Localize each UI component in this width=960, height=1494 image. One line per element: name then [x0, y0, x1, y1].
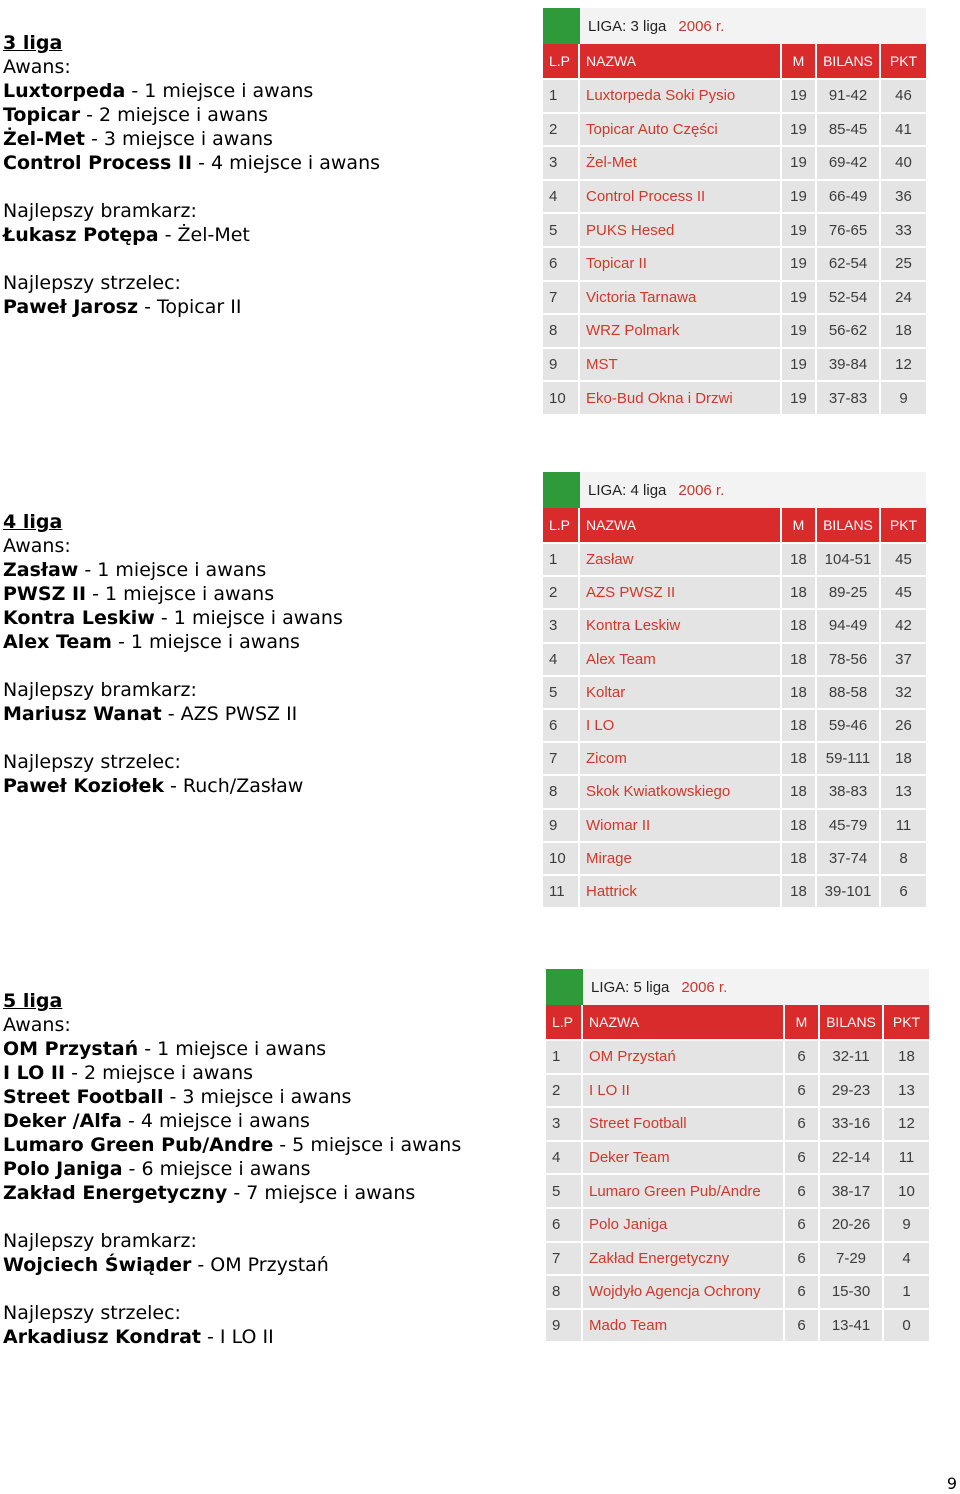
cell-bilans: 88-58: [817, 677, 881, 708]
table-row: [546, 1039, 929, 1073]
team-name: Street Football: [3, 1086, 164, 1108]
cell-nazwa: Zicom: [580, 743, 782, 774]
cell-lp: 8: [546, 1276, 583, 1308]
awans-label: Awans:: [3, 56, 71, 78]
table-header-row: [546, 1005, 929, 1039]
table-title-bar: [543, 472, 926, 508]
header-lp: L.P: [543, 44, 580, 78]
placement-text: - 2 miejsce i awans: [80, 104, 269, 126]
cell-nazwa: Zasław: [580, 544, 782, 575]
cell-nazwa: Topicar Auto Części: [580, 114, 782, 146]
table-row: [543, 280, 926, 314]
header-m: M: [782, 44, 817, 78]
table-row: [543, 874, 926, 907]
strzelec-label: Najlepszy strzelec:: [3, 272, 181, 294]
team-name: Luxtorpeda: [3, 80, 126, 102]
table-row: [543, 675, 926, 708]
strzelec-label: Najlepszy strzelec:: [3, 1302, 181, 1324]
cell-m: 18: [782, 710, 817, 741]
cell-lp: 1: [546, 1041, 583, 1073]
cell-nazwa: Wojdyło Agencja Ochrony: [583, 1276, 785, 1308]
page-number: 9: [946, 1474, 957, 1493]
cell-m: 18: [782, 843, 817, 874]
bramkarz-label: Najlepszy bramkarz:: [3, 200, 197, 222]
awans-entry: [3, 103, 380, 127]
cell-m: 18: [782, 743, 817, 774]
cell-m: 6: [785, 1175, 820, 1207]
cell-nazwa: Hattrick: [580, 876, 782, 907]
cell-m: 18: [782, 776, 817, 807]
table-row: [543, 145, 926, 179]
bramkarz-label: Najlepszy bramkarz:: [3, 679, 197, 701]
table-row: [546, 1106, 929, 1140]
cell-lp: 9: [546, 1310, 583, 1342]
cell-lp: 3: [543, 147, 580, 179]
player-name: Wojciech Świąder: [3, 1254, 192, 1276]
cell-m: 19: [782, 382, 817, 414]
cell-lp: 9: [543, 349, 580, 381]
table-row: [546, 1207, 929, 1241]
cell-lp: 4: [543, 181, 580, 213]
cell-m: 19: [782, 349, 817, 381]
cell-nazwa: Eko-Bud Okna i Drzwi: [580, 382, 782, 414]
league-table-4-liga: [543, 472, 926, 907]
cell-m: 6: [785, 1310, 820, 1342]
player-name: Paweł Jarosz: [3, 296, 139, 318]
table-row: [543, 841, 926, 874]
awans-entry: [3, 1157, 461, 1181]
title-accent: [546, 969, 583, 1005]
cell-pkt: 8: [899, 849, 908, 867]
awans-entry: [3, 1181, 461, 1205]
table-row: [543, 380, 926, 414]
cell-nazwa: Koltar: [580, 677, 782, 708]
bramkarz-label: Najlepszy bramkarz:: [3, 1230, 197, 1252]
year-label: 2006 r.: [678, 17, 725, 35]
placement-text: - 4 miejsce i awans: [121, 1110, 310, 1132]
header-pkt: PKT: [889, 53, 918, 69]
placement-text: - 1 miejsce i awans: [78, 559, 267, 581]
cell-bilans: 7-29: [820, 1243, 884, 1275]
cell-bilans: 78-56: [817, 644, 881, 675]
table-row: [543, 212, 926, 246]
cell-lp: 8: [543, 315, 580, 347]
team-name: Zasław: [3, 559, 79, 581]
cell-lp: 2: [543, 577, 580, 608]
cell-pkt: 12: [898, 1115, 915, 1133]
table-row: [543, 347, 926, 381]
awans-entry: [3, 1133, 461, 1157]
cell-bilans: 52-54: [817, 282, 881, 314]
header-bilans: BILANS: [820, 1005, 884, 1039]
cell-m: 6: [785, 1209, 820, 1241]
header-pkt: PKT: [889, 517, 918, 533]
cell-bilans: 29-23: [820, 1075, 884, 1107]
cell-pkt: 25: [895, 255, 912, 273]
awans-entry: [3, 1109, 461, 1133]
cell-nazwa: Skok Kwiatkowskiego: [580, 776, 782, 807]
cell-lp: 7: [543, 282, 580, 314]
header-bilans: BILANS: [817, 44, 881, 78]
table-row: [543, 575, 926, 608]
league-table-5-liga: [546, 969, 929, 1341]
table-row: [543, 179, 926, 213]
cell-lp: 7: [543, 743, 580, 774]
team-name: PWSZ II: [3, 583, 87, 605]
title-accent: [543, 8, 580, 44]
table-row: [543, 313, 926, 347]
table-row: [546, 1274, 929, 1308]
cell-m: 6: [785, 1276, 820, 1308]
cell-lp: 4: [546, 1142, 583, 1174]
team-name: Topicar: [3, 104, 81, 126]
cell-bilans: 33-16: [820, 1108, 884, 1140]
bramkarz-entry: [3, 1253, 461, 1277]
cell-bilans: 38-17: [820, 1175, 884, 1207]
cell-bilans: 56-62: [817, 315, 881, 347]
awans-entry: [3, 630, 343, 654]
cell-pkt: 12: [895, 356, 912, 374]
header-bilans: BILANS: [817, 508, 881, 542]
cell-pkt: 11: [898, 1149, 915, 1167]
placement-text: - 1 miejsce i awans: [125, 80, 314, 102]
cell-bilans: 37-74: [817, 843, 881, 874]
cell-lp: 2: [543, 114, 580, 146]
cell-lp: 5: [546, 1175, 583, 1207]
strzelec-label: Najlepszy strzelec:: [3, 751, 181, 773]
player-team: - OM Przystań: [191, 1254, 329, 1276]
cell-bilans: 59-46: [817, 710, 881, 741]
cell-pkt: 18: [898, 1048, 915, 1066]
player-team: - Żel-Met: [158, 224, 250, 246]
player-team: - Topicar II: [138, 296, 242, 318]
league-heading: 5 liga: [3, 990, 63, 1012]
cell-lp: 6: [546, 1209, 583, 1241]
cell-nazwa: Wiomar II: [580, 810, 782, 841]
placement-text: - 1 miejsce i awans: [86, 583, 275, 605]
awans-entry: [3, 1085, 461, 1109]
team-name: I LO II: [3, 1062, 66, 1084]
cell-pkt: 37: [895, 650, 912, 668]
placement-text: - 3 miejsce i awans: [84, 128, 273, 150]
awans-entry: [3, 151, 380, 175]
liga-label: LIGA: 3 liga: [588, 17, 667, 35]
cell-m: 6: [785, 1142, 820, 1174]
liga-label: LIGA: 5 liga: [591, 978, 670, 996]
section-4-liga-info: [3, 510, 343, 798]
table-row: [546, 1308, 929, 1342]
table-row: [543, 608, 926, 641]
cell-lp: 10: [543, 382, 580, 414]
cell-bilans: 66-49: [817, 181, 881, 213]
player-team: - I LO II: [201, 1326, 274, 1348]
cell-pkt: 18: [895, 750, 912, 768]
cell-lp: 5: [543, 214, 580, 246]
placement-text: - 5 miejsce i awans: [273, 1134, 462, 1156]
header-lp: L.P: [543, 508, 580, 542]
cell-m: 18: [782, 577, 817, 608]
cell-lp: 1: [543, 80, 580, 112]
cell-nazwa: Lumaro Green Pub/Andre: [583, 1175, 785, 1207]
team-name: Żel-Met: [3, 128, 85, 150]
cell-bilans: 37-83: [817, 382, 881, 414]
cell-bilans: 91-42: [817, 80, 881, 112]
team-name: Polo Janiga: [3, 1158, 123, 1180]
cell-pkt: 24: [895, 288, 912, 306]
cell-bilans: 38-83: [817, 776, 881, 807]
cell-pkt: 9: [902, 1216, 911, 1234]
team-name: Lumaro Green Pub/Andre: [3, 1134, 274, 1156]
cell-bilans: 39-84: [817, 349, 881, 381]
cell-pkt: 13: [898, 1081, 915, 1099]
cell-nazwa: Topicar II: [580, 248, 782, 280]
table-row: [543, 542, 926, 575]
cell-lp: 6: [543, 710, 580, 741]
title-accent: [543, 472, 580, 508]
league-heading: 3 liga: [3, 32, 63, 54]
cell-bilans: 20-26: [820, 1209, 884, 1241]
cell-nazwa: Kontra Leskiw: [580, 610, 782, 641]
cell-nazwa: Street Football: [583, 1108, 785, 1140]
awans-entry: [3, 79, 380, 103]
awans-entry: [3, 582, 343, 606]
table-row: [543, 112, 926, 146]
cell-bilans: 22-14: [820, 1142, 884, 1174]
awans-entry: [3, 127, 380, 151]
cell-pkt: 33: [895, 221, 912, 239]
table-row: [546, 1073, 929, 1107]
cell-bilans: 104-51: [817, 544, 881, 575]
cell-bilans: 62-54: [817, 248, 881, 280]
placement-text: - 7 miejsce i awans: [227, 1182, 416, 1204]
cell-pkt: 32: [895, 683, 912, 701]
cell-bilans: 85-45: [817, 114, 881, 146]
cell-lp: 5: [543, 677, 580, 708]
cell-nazwa: OM Przystań: [583, 1041, 785, 1073]
awans-entry: [3, 558, 343, 582]
cell-bilans: 69-42: [817, 147, 881, 179]
cell-pkt: 18: [895, 322, 912, 340]
cell-m: 18: [782, 810, 817, 841]
cell-pkt: 6: [899, 882, 908, 900]
cell-lp: 7: [546, 1243, 583, 1275]
cell-m: 19: [782, 80, 817, 112]
player-name: Paweł Koziołek: [3, 775, 164, 797]
strzelec-entry: [3, 1325, 461, 1349]
player-name: Mariusz Wanat: [3, 703, 162, 725]
placement-text: - 1 miejsce i awans: [138, 1038, 327, 1060]
table-header-row: [543, 508, 926, 542]
cell-m: 19: [782, 147, 817, 179]
cell-m: 18: [782, 677, 817, 708]
cell-m: 18: [782, 644, 817, 675]
team-name: Zakład Energetyczny: [3, 1182, 228, 1204]
cell-nazwa: Zakład Energetyczny: [583, 1243, 785, 1275]
league-table-3-liga: [543, 8, 926, 414]
cell-pkt: 45: [895, 551, 912, 569]
cell-lp: 4: [543, 644, 580, 675]
cell-pkt: 10: [898, 1182, 915, 1200]
cell-bilans: 32-11: [820, 1041, 884, 1073]
cell-nazwa: Control Process II: [580, 181, 782, 213]
cell-nazwa: MST: [580, 349, 782, 381]
table-title-bar: [546, 969, 929, 1005]
header-nazwa: NAZWA: [580, 44, 782, 78]
table-row: [543, 808, 926, 841]
cell-bilans: 59-111: [817, 743, 881, 774]
placement-text: - 3 miejsce i awans: [163, 1086, 352, 1108]
header-lp: L.P: [546, 1005, 583, 1039]
team-name: OM Przystań: [3, 1038, 139, 1060]
strzelec-entry: [3, 295, 380, 319]
cell-nazwa: Victoria Tarnawa: [580, 282, 782, 314]
placement-text: - 2 miejsce i awans: [65, 1062, 254, 1084]
cell-lp: 1: [543, 544, 580, 575]
liga-label: LIGA: 4 liga: [588, 481, 667, 499]
cell-nazwa: Żel-Met: [580, 147, 782, 179]
cell-bilans: 13-41: [820, 1310, 884, 1342]
cell-bilans: 39-101: [817, 876, 881, 907]
year-label: 2006 r.: [678, 481, 725, 499]
table-title-bar: [543, 8, 926, 44]
cell-m: 19: [782, 315, 817, 347]
cell-lp: 2: [546, 1075, 583, 1107]
section-3-liga-info: [3, 31, 380, 319]
player-name: Łukasz Potępa: [3, 224, 159, 246]
cell-nazwa: Mado Team: [583, 1310, 785, 1342]
cell-lp: 11: [543, 876, 580, 907]
cell-nazwa: Mirage: [580, 843, 782, 874]
cell-bilans: 94-49: [817, 610, 881, 641]
cell-nazwa: Deker Team: [583, 1142, 785, 1174]
bramkarz-entry: [3, 702, 343, 726]
cell-pkt: 4: [902, 1249, 911, 1267]
strzelec-entry: [3, 774, 343, 798]
header-nazwa: NAZWA: [583, 1005, 785, 1039]
placement-text: - 4 miejsce i awans: [192, 152, 381, 174]
awans-entry: [3, 1061, 461, 1085]
cell-m: 6: [785, 1108, 820, 1140]
cell-nazwa: Alex Team: [580, 644, 782, 675]
table-row: [543, 774, 926, 807]
table-header-row: [543, 44, 926, 78]
cell-lp: 3: [546, 1108, 583, 1140]
cell-m: 6: [785, 1243, 820, 1275]
cell-bilans: 15-30: [820, 1276, 884, 1308]
cell-m: 19: [782, 114, 817, 146]
cell-pkt: 46: [895, 87, 912, 105]
cell-nazwa: WRZ Polmark: [580, 315, 782, 347]
player-team: - Ruch/Zasław: [163, 775, 304, 797]
table-row: [546, 1173, 929, 1207]
header-m: M: [785, 1005, 820, 1039]
table-row: [546, 1140, 929, 1174]
cell-pkt: 40: [895, 154, 912, 172]
cell-m: 6: [785, 1075, 820, 1107]
cell-m: 6: [785, 1041, 820, 1073]
cell-pkt: 45: [895, 584, 912, 602]
cell-m: 19: [782, 248, 817, 280]
year-label: 2006 r.: [681, 978, 728, 996]
cell-lp: 6: [543, 248, 580, 280]
team-name: Control Process II: [3, 152, 193, 174]
cell-lp: 3: [543, 610, 580, 641]
placement-text: - 6 miejsce i awans: [122, 1158, 311, 1180]
cell-bilans: 89-25: [817, 577, 881, 608]
cell-bilans: 76-65: [817, 214, 881, 246]
cell-pkt: 26: [895, 717, 912, 735]
cell-pkt: 36: [895, 188, 912, 206]
player-team: - AZS PWSZ II: [161, 703, 298, 725]
bramkarz-entry: [3, 223, 380, 247]
table-row: [546, 1241, 929, 1275]
table-row: [543, 741, 926, 774]
header-nazwa: NAZWA: [580, 508, 782, 542]
cell-nazwa: PUKS Hesed: [580, 214, 782, 246]
table-row: [543, 246, 926, 280]
cell-pkt: 9: [899, 389, 908, 407]
awans-entry: [3, 1037, 461, 1061]
cell-m: 19: [782, 181, 817, 213]
team-name: Alex Team: [3, 631, 112, 653]
cell-nazwa: I LO II: [583, 1075, 785, 1107]
cell-pkt: 11: [895, 816, 912, 834]
team-name: Kontra Leskiw: [3, 607, 155, 629]
cell-pkt: 13: [895, 783, 912, 801]
cell-nazwa: I LO: [580, 710, 782, 741]
cell-lp: 8: [543, 776, 580, 807]
placement-text: - 1 miejsce i awans: [111, 631, 300, 653]
cell-lp: 10: [543, 843, 580, 874]
cell-m: 19: [782, 214, 817, 246]
header-m: M: [782, 508, 817, 542]
cell-nazwa: Polo Janiga: [583, 1209, 785, 1241]
cell-pkt: 1: [902, 1283, 911, 1301]
player-name: Arkadiusz Kondrat: [3, 1326, 201, 1348]
awans-label: Awans:: [3, 1014, 71, 1036]
table-row: [543, 642, 926, 675]
cell-nazwa: AZS PWSZ II: [580, 577, 782, 608]
cell-m: 18: [782, 544, 817, 575]
cell-m: 19: [782, 282, 817, 314]
table-row: [543, 78, 926, 112]
team-name: Deker /Alfa: [3, 1110, 122, 1132]
cell-pkt: 41: [895, 120, 912, 138]
placement-text: - 1 miejsce i awans: [154, 607, 343, 629]
header-pkt: PKT: [892, 1014, 921, 1030]
league-heading: 4 liga: [3, 511, 63, 533]
section-5-liga-info: [3, 989, 461, 1349]
awans-entry: [3, 606, 343, 630]
cell-pkt: 0: [902, 1317, 911, 1335]
table-row: [543, 708, 926, 741]
cell-bilans: 45-79: [817, 810, 881, 841]
cell-lp: 9: [543, 810, 580, 841]
cell-m: 18: [782, 610, 817, 641]
cell-pkt: 42: [895, 617, 912, 635]
cell-m: 18: [782, 876, 817, 907]
cell-nazwa: Luxtorpeda Soki Pysio: [580, 80, 782, 112]
awans-label: Awans:: [3, 535, 71, 557]
